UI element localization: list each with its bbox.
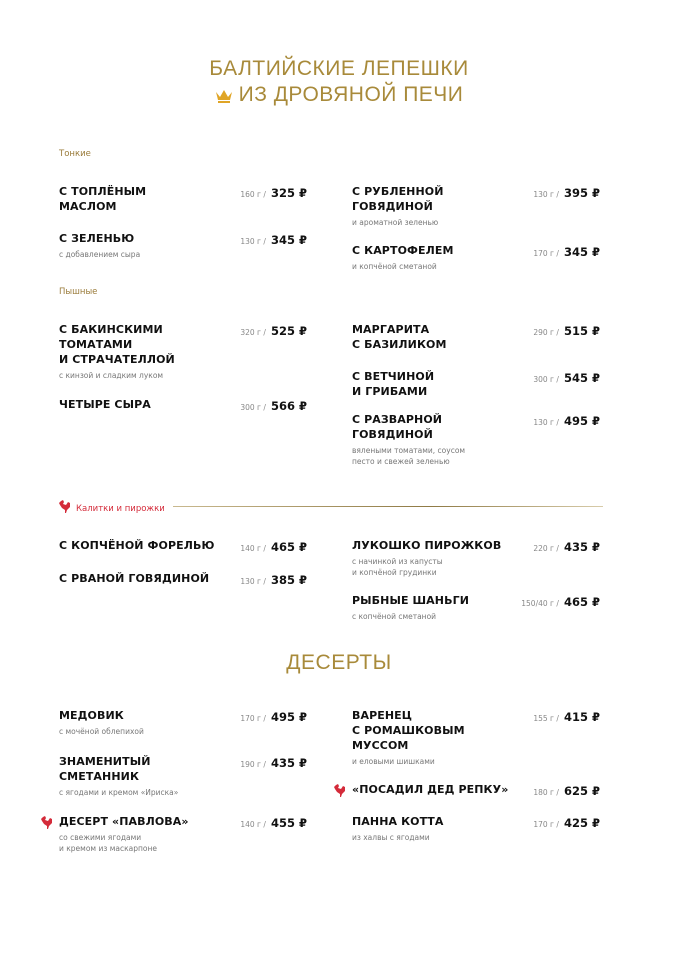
- item-price: 495 ₽: [270, 710, 307, 724]
- item-weight: 130 г /: [240, 237, 266, 246]
- menu-item: [352, 369, 600, 399]
- item-weight: 170 г /: [533, 820, 559, 829]
- item-price: 395 ₽: [563, 186, 600, 200]
- item-price: 545 ₽: [563, 371, 600, 385]
- subsection-thin: Тонкие: [59, 149, 91, 159]
- item-weight: 130 г /: [240, 577, 266, 586]
- item-price-block: [533, 184, 600, 202]
- item-description: с мочёной облепихой: [59, 727, 144, 736]
- desserts-title: ДЕСЕРТЫ: [286, 651, 392, 674]
- item-name: ДЕСЕРТ «ПАВЛОВА»: [59, 815, 189, 828]
- menu-item: [59, 322, 307, 381]
- item-name: «ПОСАДИЛ ДЕД РЕПКУ»: [352, 783, 509, 796]
- item-description: и еловыми шишками: [352, 757, 435, 766]
- item-description: из халвы с ягодами: [352, 833, 430, 842]
- item-price-block: [240, 754, 307, 772]
- item-price: 415 ₽: [563, 710, 600, 724]
- item-weight: 140 г /: [240, 820, 266, 829]
- item-weight: 300 г /: [240, 403, 266, 412]
- menu-item: [59, 571, 307, 586]
- item-description: с начинкой из капусты и копчёной грудинки: [352, 557, 443, 577]
- item-weight: 150/40 г /: [521, 599, 559, 608]
- item-price: 525 ₽: [270, 324, 307, 338]
- item-name: ПАННА КОТТА: [352, 815, 444, 828]
- item-price: 465 ₽: [563, 595, 600, 609]
- menu-item: [59, 754, 307, 798]
- item-name: С РАЗВАРНОЙ ГОВЯДИНОЙ: [352, 413, 443, 441]
- item-price: 455 ₽: [270, 816, 307, 830]
- item-weight: 170 г /: [240, 714, 266, 723]
- menu-item: [352, 243, 600, 272]
- item-weight: 290 г /: [533, 328, 559, 337]
- item-price: 515 ₽: [563, 324, 600, 338]
- menu-item: [352, 782, 600, 797]
- item-price-block: [533, 782, 600, 800]
- item-weight: 155 г /: [533, 714, 559, 723]
- menu-item: [59, 184, 307, 214]
- item-name: С РУБЛЕННОЙ ГОВЯДИНОЙ: [352, 185, 444, 213]
- item-name: С БАКИНСКИМИ ТОМАТАМИ И СТРАЧАТЕЛЛОЙ: [59, 323, 175, 366]
- item-price-block: [533, 814, 600, 832]
- item-name: С ЗЕЛЕНЬЮ: [59, 232, 135, 245]
- menu-item: [352, 814, 600, 843]
- item-price: 435 ₽: [270, 756, 307, 770]
- menu-item: [352, 412, 600, 467]
- item-price: 435 ₽: [563, 540, 600, 554]
- item-weight: 130 г /: [533, 190, 559, 199]
- item-weight: 190 г /: [240, 760, 266, 769]
- item-name: ЧЕТЫРЕ СЫРА: [59, 398, 151, 411]
- item-name: МЕДОВИК: [59, 709, 124, 722]
- item-price: 385 ₽: [270, 573, 307, 587]
- item-weight: 300 г /: [533, 375, 559, 384]
- item-description: с добавлением сыра: [59, 250, 141, 259]
- item-price: 325 ₽: [270, 186, 307, 200]
- crown-icon: [215, 84, 233, 110]
- item-name: РЫБНЫЕ ШАНЬГИ: [352, 594, 469, 607]
- item-description: с ягодами и кремом «Ириска»: [59, 788, 179, 797]
- item-price: 465 ₽: [270, 540, 307, 554]
- item-weight: 320 г /: [240, 328, 266, 337]
- item-price-block: [240, 708, 307, 726]
- item-price-block: [533, 322, 600, 340]
- item-price-block: [533, 369, 600, 387]
- rooster-icon: [59, 500, 71, 513]
- item-name: ЛУКОШКО ПИРОЖКОВ: [352, 539, 502, 552]
- item-description: вялеными томатами, соусом песто и свежей зеленью: [352, 446, 466, 466]
- menu-item: [352, 322, 600, 352]
- item-name: С ВЕТЧИНОЙ И ГРИБАМИ: [352, 370, 435, 398]
- rooster-icon: [41, 814, 53, 833]
- item-price-block: [240, 322, 307, 340]
- item-price: 625 ₽: [563, 784, 600, 798]
- item-weight: 140 г /: [240, 544, 266, 553]
- item-name: С РВАНОЙ ГОВЯДИНОЙ: [59, 572, 210, 585]
- item-name: С КАРТОФЕЛЕМ: [352, 244, 454, 257]
- item-name: С КОПЧЁНОЙ ФОРЕЛЬЮ: [59, 539, 215, 552]
- menu-item: [59, 538, 307, 553]
- item-description: с кинзой и сладким луком: [59, 371, 164, 380]
- subsection-kalitki: [59, 500, 165, 514]
- item-price: 566 ₽: [270, 399, 307, 413]
- item-description: со свежими ягодами и кремом из маскарпоне: [59, 833, 157, 853]
- item-price: 425 ₽: [563, 816, 600, 830]
- page-title-line-1: БАЛТИЙСКИЕ ЛЕПЕШКИ: [209, 57, 469, 80]
- menu-item: [59, 814, 307, 854]
- item-price: 495 ₽: [563, 414, 600, 428]
- item-price-block: [240, 538, 307, 556]
- item-description: и ароматной зеленью: [352, 218, 439, 227]
- item-price: 345 ₽: [270, 233, 307, 247]
- item-name: ЗНАМЕНИТЫЙ СМЕТАННИК: [59, 755, 151, 783]
- item-name: С ТОПЛЁНЫМ МАСЛОМ: [59, 185, 147, 213]
- item-weight: 130 г /: [533, 418, 559, 427]
- rooster-icon: [334, 782, 346, 801]
- item-price-block: [240, 397, 307, 415]
- menu-item: [352, 593, 600, 622]
- menu-item: [59, 231, 307, 260]
- item-price-block: [240, 231, 307, 249]
- item-description: и копчёной сметаной: [352, 262, 437, 271]
- menu-item: [352, 184, 600, 228]
- item-name: ВАРЕНЕЦ С РОМАШКОВЫМ МУССОМ: [352, 709, 465, 752]
- item-price-block: [533, 538, 600, 556]
- item-weight: 170 г /: [533, 249, 559, 258]
- item-price-block: [533, 243, 600, 261]
- item-price-block: [533, 412, 600, 430]
- item-weight: 160 г /: [240, 190, 266, 199]
- item-weight: 180 г /: [533, 788, 559, 797]
- item-price-block: [240, 184, 307, 202]
- menu-item: [59, 708, 307, 737]
- item-price-block: [240, 571, 307, 589]
- item-name: МАРГАРИТА С БАЗИЛИКОМ: [352, 323, 447, 351]
- menu-item: [59, 397, 307, 412]
- title-line-2-text: ИЗ ДРОВЯНОЙ ПЕЧИ: [238, 83, 464, 106]
- item-price: 345 ₽: [563, 245, 600, 259]
- divider-line: [173, 506, 603, 507]
- page-title-line-2: [0, 82, 678, 110]
- item-price-block: [533, 708, 600, 726]
- item-weight: 220 г /: [533, 544, 559, 553]
- item-description: с копчёной сметаной: [352, 612, 437, 621]
- item-price-block: [521, 593, 600, 611]
- menu-item: [352, 708, 600, 767]
- menu-item: [352, 538, 600, 578]
- subsection-kalitki-label: Калитки и пирожки: [76, 504, 165, 514]
- item-price-block: [240, 814, 307, 832]
- subsection-fluffy: Пышные: [59, 287, 98, 297]
